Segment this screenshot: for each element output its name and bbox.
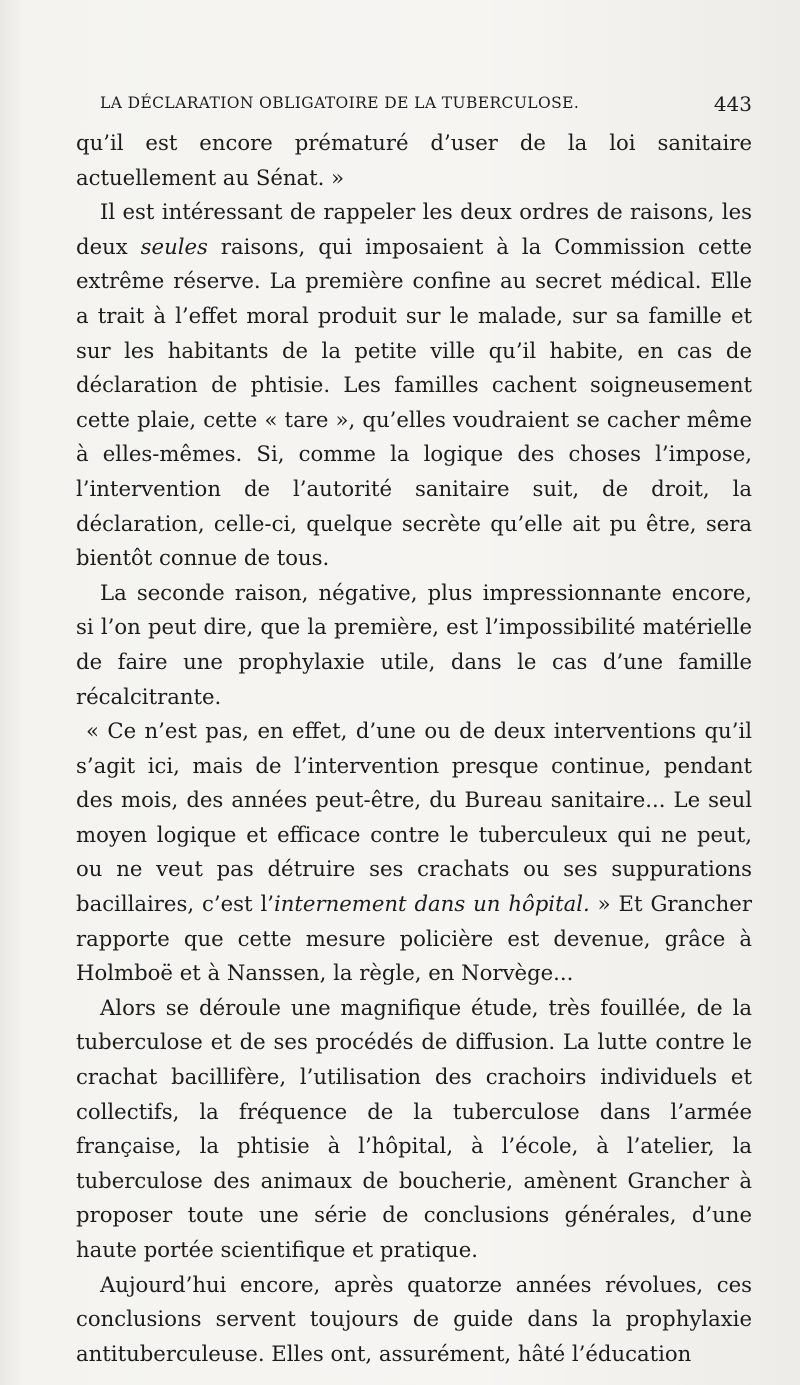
running-title: LA DÉCLARATION OBLIGATOIRE DE LA TUBERCULOSE. <box>100 94 580 112</box>
paragraph-text: Aujourd’hui encore, après quatorze années révolues, ces conclusions servent toujours de guide dans la prophylaxie antituberculeuse. Elles ont, assurément, hâté l’éducation <box>76 1271 752 1366</box>
paragraph-6 <box>76 1268 752 1372</box>
running-head <box>100 92 752 118</box>
paragraph-1 <box>76 126 752 195</box>
paragraph-text: raisons, qui imposaient à la Commission cette extrême réserve. La première confine au secret médical. Elle a trait à l’effet moral produit sur le malade, sur sa famille et sur les habitants de la petite ville qu’il habite, en cas de déclaration de phtisie. Les familles cachent soigneusement cette plaie, cette « tare », qu’elles voudraient se cacher même à elles-mêmes. Si, comme la logique des choses l’impose, l’intervention de l’autorité sanitaire suit, de droit, la déclaration, celle-ci, quelque secrète qu’elle ait pu être, sera bientôt connue de tous. <box>76 233 752 571</box>
paragraph-text: Alors se déroule une magnifique étude, très fouillée, de la tuberculose et de ses procédés de diffusion. La lutte contre le crachat bacillifère, l’utilisation des crachoirs individuels et collectifs, la fréquence de la tuberculose dans l’armée française, la phtisie à l’hôpital, à l’école, à l’atelier, la tuberculose des animaux de boucherie, amènent Grancher à proposer toute une série de conclusions générales, d’une haute portée scientifique et pratique. <box>76 994 752 1262</box>
paragraph-2 <box>76 195 752 576</box>
italic-emphasis: seules <box>140 233 208 259</box>
paragraph-5 <box>76 991 752 1268</box>
paragraph-text: Il est intéressant de rappeler les deux ordres de raisons, les deux <box>76 199 752 259</box>
paragraph-text: La seconde raison, négative, plus impressionnante encore, si l’on peut dire, que la première, est l’impossibilité matérielle de faire une prophylaxie utile, dans le cas d’une famille récalcitrante. <box>76 579 752 709</box>
body-text <box>76 126 752 1371</box>
paragraph-3 <box>76 576 752 714</box>
page-number: 443 <box>713 92 752 116</box>
italic-emphasis: internement dans un hôpital. <box>273 891 590 917</box>
paragraph-text: qu’il est encore prématuré d’user de la loi sanitaire actuellement au Sénat. » <box>76 130 752 190</box>
paragraph-4 <box>76 714 752 991</box>
paragraph-text: » Et Grancher rapporte que cette mesure policière est devenue, grâce à Holmboë et à Nanssen, la règle, en Norvège... <box>76 891 752 986</box>
paragraph-text: « Ce n’est pas, en effet, d’une ou de deux interventions qu’il s’agit ici, mais de l’intervention presque continue, pendant des mois, des années peut-être, du Bureau sanitaire... Le seul moyen logique et efficace contre le tuberculeux qui ne peut, ou ne veut pas détruire ses crachats ou ses suppurations bacillaires, c’est l’ <box>76 718 752 917</box>
